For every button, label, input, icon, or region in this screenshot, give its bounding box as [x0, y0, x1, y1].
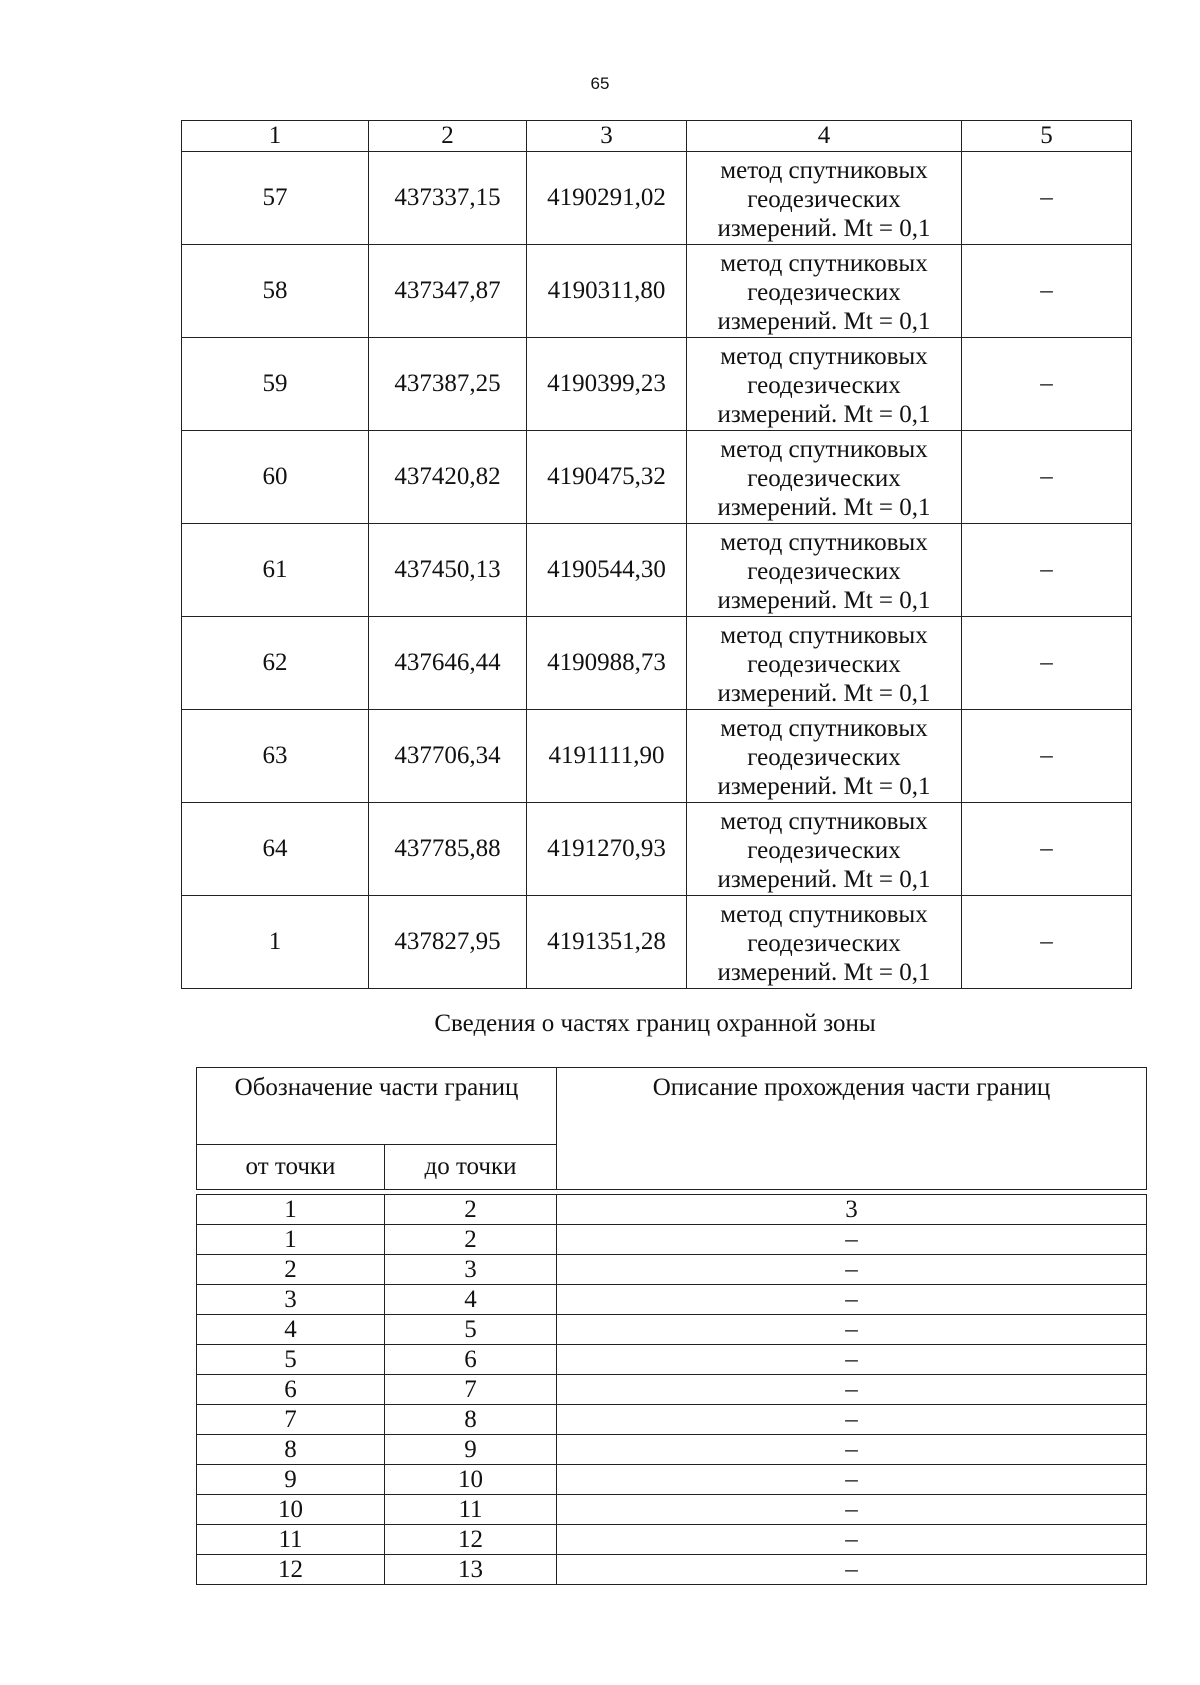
method-line: метод спутниковых	[720, 156, 928, 184]
table-row	[182, 245, 1132, 338]
method-cell	[687, 152, 962, 245]
x-coordinate-cell: 437706,34	[369, 710, 527, 803]
to-point-cell: 7	[385, 1375, 557, 1405]
parts-numbering-row	[197, 1195, 1147, 1225]
method-line: измерений. Mt = 0,1	[717, 400, 931, 428]
from-point-cell: 3	[197, 1285, 385, 1315]
from-point-cell: 6	[197, 1375, 385, 1405]
method-cell	[687, 803, 962, 896]
table-row	[197, 1255, 1147, 1285]
from-point-cell: 7	[197, 1405, 385, 1435]
point-number-cell: 60	[182, 431, 369, 524]
table-row	[197, 1225, 1147, 1255]
table-row	[197, 1465, 1147, 1495]
note-cell: –	[962, 710, 1132, 803]
table-row	[182, 803, 1132, 896]
method-cell	[687, 431, 962, 524]
method-line: метод спутниковых	[720, 435, 928, 463]
point-number-cell: 57	[182, 152, 369, 245]
description-cell: –	[557, 1435, 1147, 1465]
x-coordinate-cell: 437420,82	[369, 431, 527, 524]
table-row	[197, 1435, 1147, 1465]
method-line: измерений. Mt = 0,1	[717, 865, 931, 893]
to-point-cell: 3	[385, 1255, 557, 1285]
numbering-cell: 3	[557, 1195, 1147, 1225]
from-point-cell: 2	[197, 1255, 385, 1285]
method-cell	[687, 338, 962, 431]
from-point-cell: 1	[197, 1225, 385, 1255]
method-line: метод спутниковых	[720, 714, 928, 742]
y-coordinate-cell: 4190311,80	[527, 245, 687, 338]
note-cell: –	[962, 803, 1132, 896]
table-row	[197, 1405, 1147, 1435]
method-line: метод спутниковых	[720, 621, 928, 649]
column-number-1: 1	[182, 121, 369, 152]
boundary-parts-table	[196, 1067, 1147, 1585]
description-cell: –	[557, 1315, 1147, 1345]
x-coordinate-cell: 437450,13	[369, 524, 527, 617]
x-coordinate-cell: 437347,87	[369, 245, 527, 338]
point-number-cell: 59	[182, 338, 369, 431]
method-line: измерений. Mt = 0,1	[717, 772, 931, 800]
y-coordinate-cell: 4190399,23	[527, 338, 687, 431]
description-header: Описание прохождения части границ	[557, 1068, 1147, 1190]
method-line: геодезических	[747, 929, 901, 957]
to-point-cell: 10	[385, 1465, 557, 1495]
parts-header-row	[197, 1068, 1147, 1145]
from-point-cell: 10	[197, 1495, 385, 1525]
method-line: геодезических	[747, 836, 901, 864]
from-point-cell: 9	[197, 1465, 385, 1495]
point-number-cell: 63	[182, 710, 369, 803]
method-line: геодезических	[747, 464, 901, 492]
method-line: геодезических	[747, 650, 901, 678]
method-line: метод спутниковых	[720, 900, 928, 928]
point-number-cell: 61	[182, 524, 369, 617]
table-row	[197, 1375, 1147, 1405]
method-line: измерений. Mt = 0,1	[717, 307, 931, 335]
from-point-cell: 12	[197, 1555, 385, 1585]
column-number-4: 4	[687, 121, 962, 152]
method-cell	[687, 896, 962, 989]
description-cell: –	[557, 1255, 1147, 1285]
to-point-cell: 6	[385, 1345, 557, 1375]
table-row	[197, 1555, 1147, 1585]
page-number: 65	[590, 74, 610, 93]
point-number-cell: 62	[182, 617, 369, 710]
column-number-2: 2	[369, 121, 527, 152]
method-line: измерений. Mt = 0,1	[717, 214, 931, 242]
to-point-cell: 9	[385, 1435, 557, 1465]
table-row	[197, 1495, 1147, 1525]
description-cell: –	[557, 1345, 1147, 1375]
point-number-cell: 64	[182, 803, 369, 896]
note-cell: –	[962, 524, 1132, 617]
designation-header: Обозначение части границ	[197, 1068, 557, 1145]
numbering-cell: 1	[197, 1195, 385, 1225]
note-cell: –	[962, 152, 1132, 245]
method-line: геодезических	[747, 185, 901, 213]
method-line: геодезических	[747, 278, 901, 306]
y-coordinate-cell: 4190291,02	[527, 152, 687, 245]
table-row	[182, 338, 1132, 431]
note-cell: –	[962, 431, 1132, 524]
method-line: метод спутниковых	[720, 342, 928, 370]
table-row	[182, 896, 1132, 989]
method-cell	[687, 710, 962, 803]
y-coordinate-cell: 4191111,90	[527, 710, 687, 803]
description-cell: –	[557, 1465, 1147, 1495]
method-line: геодезических	[747, 557, 901, 585]
method-line: измерений. Mt = 0,1	[717, 586, 931, 614]
section-title: Сведения о частях границ охранной зоны	[434, 1010, 876, 1037]
method-line: измерений. Mt = 0,1	[717, 493, 931, 521]
point-number-cell: 58	[182, 245, 369, 338]
to-point-cell: 8	[385, 1405, 557, 1435]
method-line: метод спутниковых	[720, 528, 928, 556]
x-coordinate-cell: 437337,15	[369, 152, 527, 245]
note-cell: –	[962, 338, 1132, 431]
method-line: геодезических	[747, 371, 901, 399]
x-coordinate-cell: 437785,88	[369, 803, 527, 896]
point-number-cell: 1	[182, 896, 369, 989]
description-cell: –	[557, 1495, 1147, 1525]
to-point-cell: 11	[385, 1495, 557, 1525]
to-point-header: до точки	[385, 1145, 557, 1190]
from-point-header: от точки	[197, 1145, 385, 1190]
table-row	[182, 617, 1132, 710]
method-line: метод спутниковых	[720, 249, 928, 277]
method-line: геодезических	[747, 743, 901, 771]
method-line: измерений. Mt = 0,1	[717, 679, 931, 707]
to-point-cell: 13	[385, 1555, 557, 1585]
coordinates-table	[181, 120, 1132, 989]
note-cell: –	[962, 245, 1132, 338]
numbering-cell: 2	[385, 1195, 557, 1225]
table-row	[197, 1285, 1147, 1315]
x-coordinate-cell: 437646,44	[369, 617, 527, 710]
method-cell	[687, 524, 962, 617]
to-point-cell: 2	[385, 1225, 557, 1255]
description-cell: –	[557, 1375, 1147, 1405]
y-coordinate-cell: 4190544,30	[527, 524, 687, 617]
table-row	[182, 152, 1132, 245]
column-number-5: 5	[962, 121, 1132, 152]
coordinates-header-row	[182, 121, 1132, 152]
method-cell	[687, 617, 962, 710]
method-line: метод спутниковых	[720, 807, 928, 835]
table-row	[197, 1345, 1147, 1375]
from-point-cell: 8	[197, 1435, 385, 1465]
y-coordinate-cell: 4190475,32	[527, 431, 687, 524]
description-cell: –	[557, 1555, 1147, 1585]
note-cell: –	[962, 896, 1132, 989]
note-cell: –	[962, 617, 1132, 710]
description-cell: –	[557, 1405, 1147, 1435]
table-row	[197, 1525, 1147, 1555]
to-point-cell: 12	[385, 1525, 557, 1555]
x-coordinate-cell: 437827,95	[369, 896, 527, 989]
to-point-cell: 5	[385, 1315, 557, 1345]
table-row	[182, 710, 1132, 803]
table-row	[197, 1315, 1147, 1345]
description-cell: –	[557, 1285, 1147, 1315]
y-coordinate-cell: 4191270,93	[527, 803, 687, 896]
from-point-cell: 5	[197, 1345, 385, 1375]
y-coordinate-cell: 4191351,28	[527, 896, 687, 989]
method-cell	[687, 245, 962, 338]
to-point-cell: 4	[385, 1285, 557, 1315]
description-cell: –	[557, 1225, 1147, 1255]
x-coordinate-cell: 437387,25	[369, 338, 527, 431]
table-row	[182, 524, 1132, 617]
column-number-3: 3	[527, 121, 687, 152]
from-point-cell: 4	[197, 1315, 385, 1345]
table-row	[182, 431, 1132, 524]
description-cell: –	[557, 1525, 1147, 1555]
y-coordinate-cell: 4190988,73	[527, 617, 687, 710]
from-point-cell: 11	[197, 1525, 385, 1555]
method-line: измерений. Mt = 0,1	[717, 958, 931, 986]
